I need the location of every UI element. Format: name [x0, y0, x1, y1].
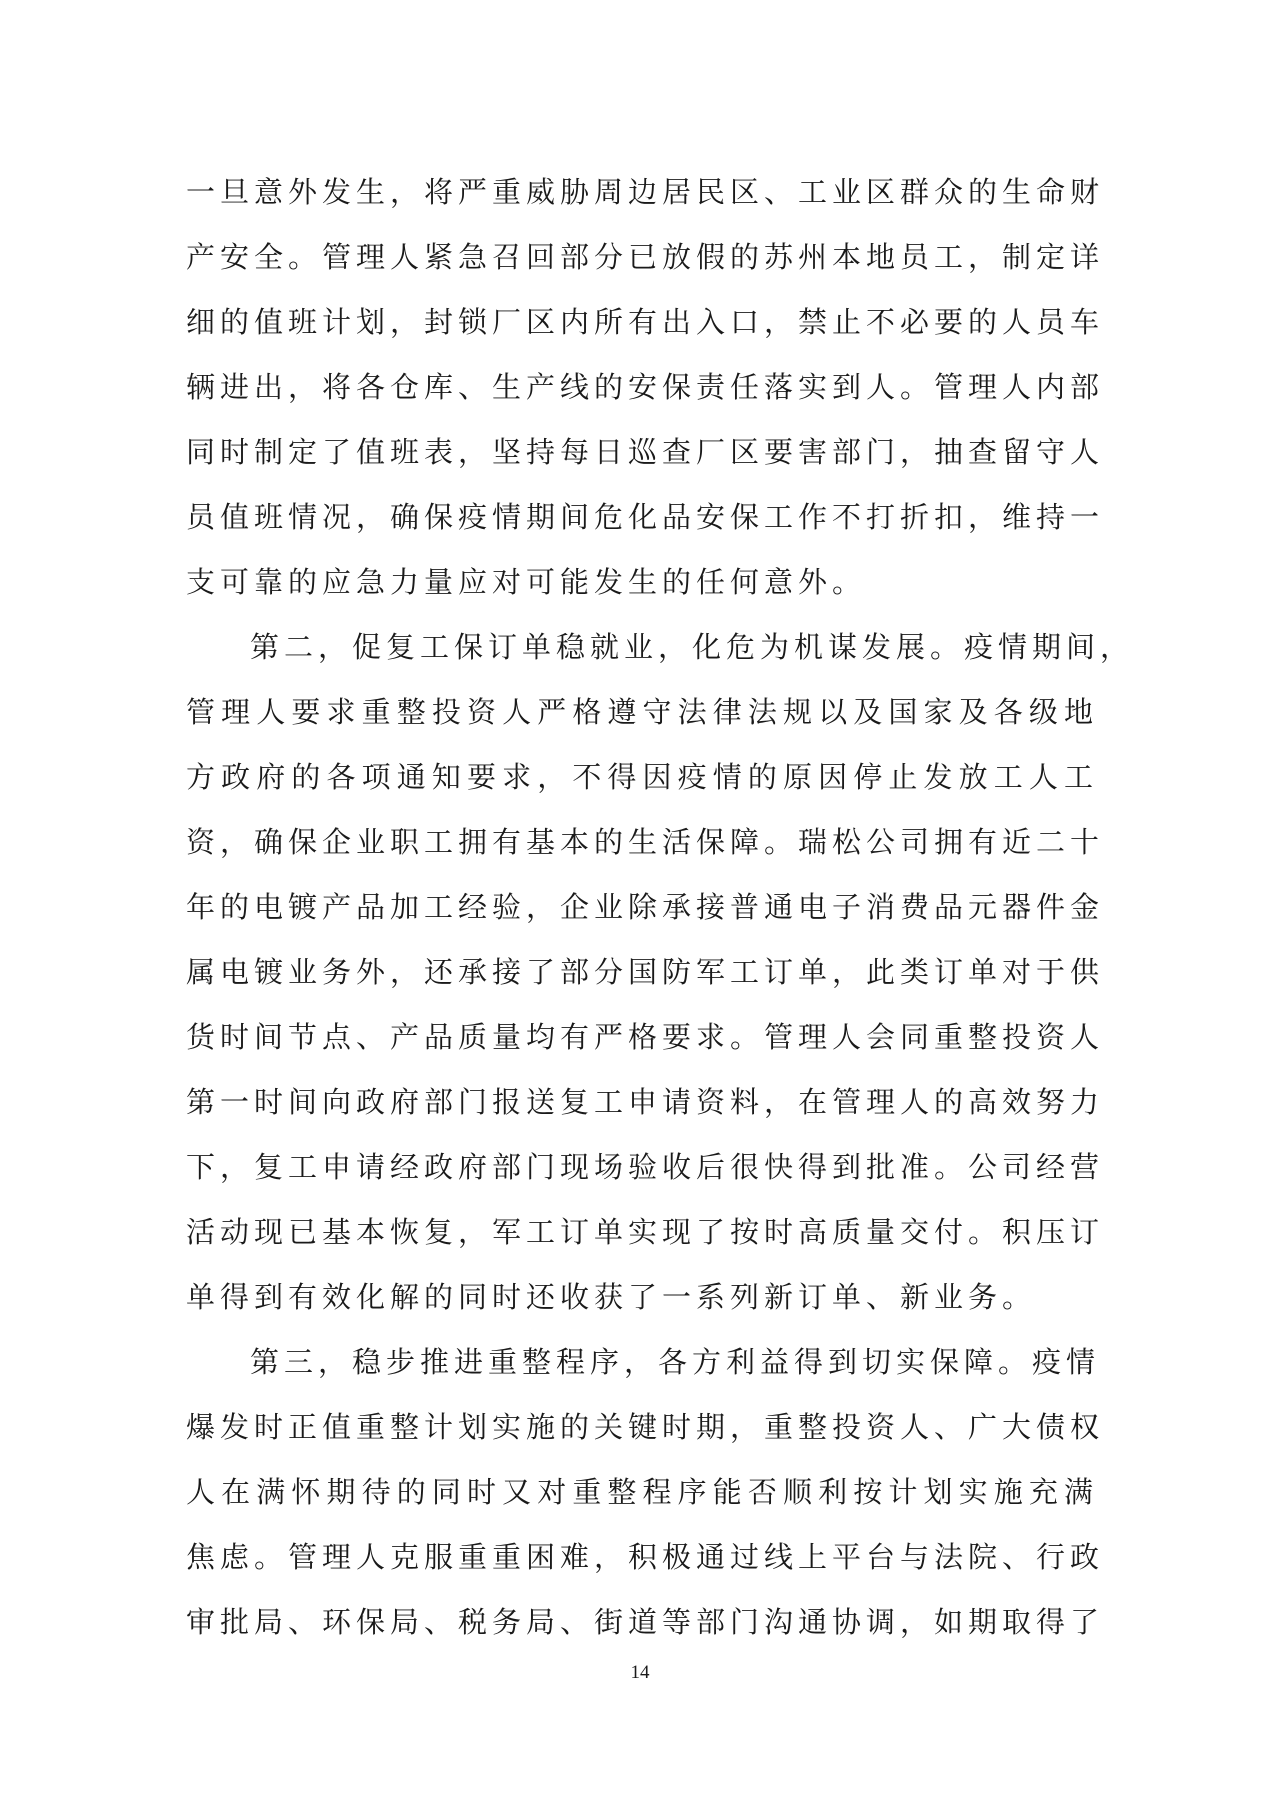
paragraph-3 — [186, 1330, 1105, 1655]
text-line: 一旦意外发生，将严重威胁周边居民区、工业区群众的生命财 — [186, 175, 1105, 209]
body-text — [186, 160, 1135, 1655]
text-line: 资，确保企业职工拥有基本的生活保障。瑞松公司拥有近二十 — [186, 825, 1105, 859]
text-line: 管理人要求重整投资人严格遵守法律法规以及国家及各级地 — [186, 695, 1098, 729]
text-line: 下，复工申请经政府部门现场验收后很快得到批准。公司经营 — [186, 1150, 1105, 1184]
text-line: 单得到有效化解的同时还收获了一系列新订单、新业务。 — [186, 1280, 1037, 1314]
text-line: 细的值班计划，封锁厂区内所有出入口，禁止不必要的人员车 — [186, 305, 1105, 339]
text-line: 货时间节点、产品质量均有严格要求。管理人会同重整投资人 — [186, 1020, 1105, 1054]
text-line: 爆发时正值重整计划实施的关键时期，重整投资人、广大债权 — [186, 1410, 1105, 1444]
text-line: 员值班情况，确保疫情期间危化品安保工作不打折扣，维持一 — [186, 500, 1105, 534]
text-line: 第三，稳步推进重整程序，各方利益得到切实保障。疫情 — [250, 1345, 1101, 1379]
text-line: 辆进出，将各仓库、生产线的安保责任落实到人。管理人内部 — [186, 370, 1105, 404]
text-line: 活动现已基本恢复，军工订单实现了按时高质量交付。积压订 — [186, 1215, 1105, 1249]
text-line: 支可靠的应急力量应对可能发生的任何意外。 — [186, 565, 867, 599]
text-line: 焦虑。管理人克服重重困难，积极通过线上平台与法院、行政 — [186, 1540, 1105, 1574]
text-line: 产安全。管理人紧急召回部分已放假的苏州本地员工，制定详 — [186, 240, 1105, 274]
text-line: 第一时间向政府部门报送复工申请资料，在管理人的高效努力 — [186, 1085, 1105, 1119]
text-line: 审批局、环保局、税务局、街道等部门沟通协调，如期取得了 — [186, 1605, 1105, 1639]
page-number: 14 — [630, 1662, 650, 1683]
text-line: 同时制定了值班表，坚持每日巡查厂区要害部门，抽查留守人 — [186, 435, 1105, 469]
text-line: 年的电镀产品加工经验，企业除承接普通电子消费品元器件金 — [186, 890, 1105, 924]
text-line: 人在满怀期待的同时又对重整程序能否顺利按计划实施充满 — [186, 1475, 1098, 1509]
paragraph-1 — [186, 160, 1105, 615]
text-line: 属电镀业务外，还承接了部分国防军工订单，此类订单对于供 — [186, 955, 1105, 989]
paragraph-2 — [186, 615, 1135, 1330]
text-line: 第二，促复工保订单稳就业，化危为机谋发展。疫情期间， — [250, 630, 1135, 664]
text-line: 方政府的各项通知要求，不得因疫情的原因停止发放工人工 — [186, 760, 1098, 794]
